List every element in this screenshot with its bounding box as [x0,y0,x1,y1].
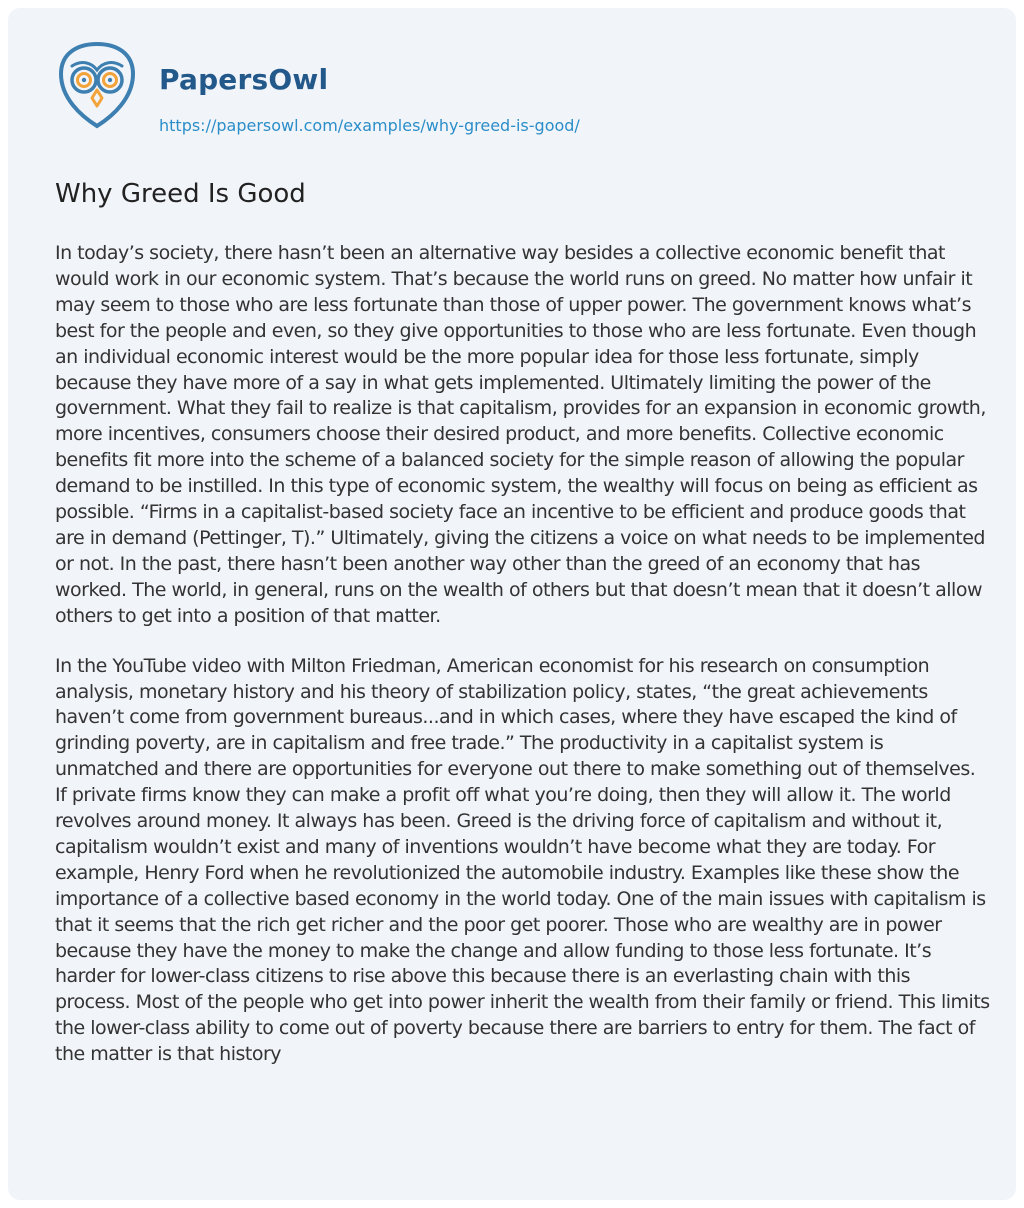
source-url-link[interactable]: https://papersowl.com/examples/why-greed-is-good/ [159,116,580,135]
document-body [55,241,990,1092]
document-title: Why Greed Is Good [55,179,306,209]
body-paragraph-1: In today’s society, there hasn’t been an alternative way besides a collective economic benefit that would work in our economic system. That’s because the world runs on greed. No matter how unfair it may seem to those who are less fortunate than those of upper power. The government knows what’s best for the people and even, so they give opportunities to those who are less fortunate. Even though an individual economic interest would be the more popular idea for those less fortunate, simply because they have more of a say in what gets implemented. Ultimately limiting the power of the government. What they fail to realize is that capitalism, provides for an expansion in economic growth, more incentives, consumers choose their desired product, and more benefits. Collective economic benefits fit more into the scheme of a balanced society for the simple reason of allowing the popular demand to be instilled. In this type of economic system, the wealthy will focus on being as efficient as possible. “Firms in a capitalist-based society face an incentive to be efficient and produce goods that are in demand (Pettinger, T).” Ultimately, giving the citizens a voice on what needs to be implemented or not. In the past, there hasn’t been another way other than the greed of an economy that has worked. The world, in general, runs on the wealth of others but that doesn’t mean that it doesn’t allow others to get into a position of that matter. [55,242,986,627]
brand-name[interactable]: PapersOwl [159,63,329,96]
body-paragraph-2: In the YouTube video with Milton Friedman, American economist for his research on consumption analysis, monetary history and his theory of stabilization policy, states, “the great achievements haven’t come from government bureaus...and in which cases, where they have escaped the kind of grinding poverty, are in capitalism and free trade.” The productivity in a capitalist system is unmatched and there are opportunities for everyone out there to make something out of themselves. If private firms know they can make a profit off what you’re doing, then they will allow it. The world revolves around money. It always has been. Greed is the driving force of capitalism and without it, capitalism wouldn’t exist and many of inventions wouldn’t have become what they are today. For example, Henry Ford when he revolutionized the automobile industry. Examples like these show the importance of a collective based economy in the world today. One of the main issues with capitalism is that it seems that the rich get richer and the poor get poorer. Those who are wealthy are in power because they have the money to make the change and allow funding to those less fortunate. It’s harder for lower-class citizens to rise above this because there is an everlasting chain with this process. Most of the people who get into power inherit the wealth from their family or friend. This limits the lower-class ability to come out of poverty because there are barriers to entry for them. The fact of the matter is that history [55,654,990,1066]
document-card [8,8,1016,1200]
owl-logo-icon[interactable] [55,40,139,130]
